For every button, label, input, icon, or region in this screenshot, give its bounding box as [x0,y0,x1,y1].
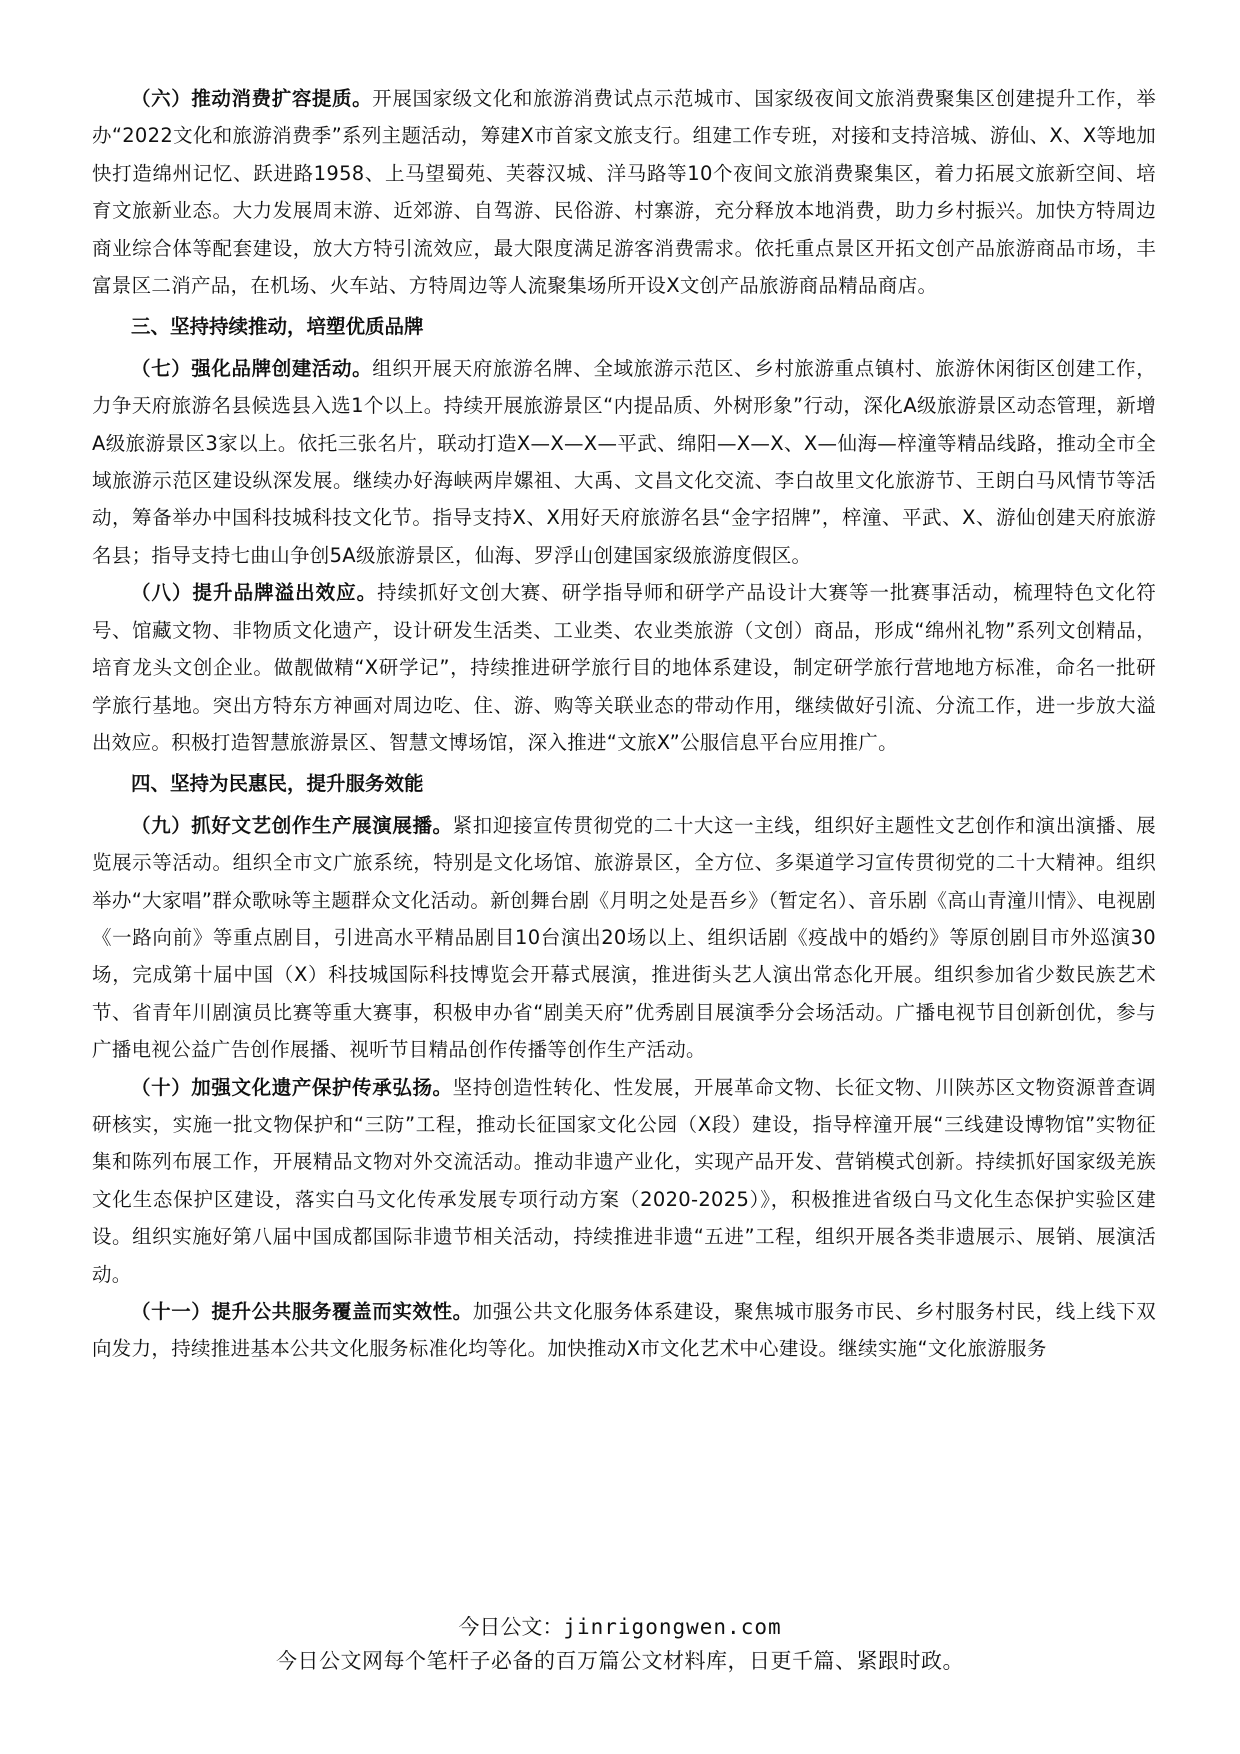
footer [0,1612,1240,1678]
paragraph-text: 开展国家级文化和旅游消费试点示范城市、国家级夜间文旅消费聚集区创建提升工作，举办“2022文化和旅游消费季”系列主题活动，筹建X市首家文旅支行。组建工作专班，对接和支持涪城、游仙、X、X等地加快打造绵州记忆、跃进路1958、上马望蜀苑、芙蓉汉城、洋马路等10个夜间文旅消费聚集区，着力拓展文旅新空间、培育文旅新业态。大力发展周末游、近郊游、自驾游、民俗游、村寨游，充分释放本地消费，助力乡村振兴。加快方特周边商业综合体等配套建设，放大方特引流效应，最大限度满足游客消费需求。依托重点景区开拓文创产品旅游商品市场，丰富景区二消产品，在机场、火车站、方特周边等人流聚集场所开设X文创产品旅游商品精品商店。 [92,87,1156,298]
footer-site-label: 今日公文： [458,1615,564,1639]
footer-site-url[interactable]: jinrigongwen.com [563,1615,782,1639]
paragraph-public-service [92,1293,1156,1368]
paragraph-title: （九）抓好文艺创作生产展演展播。 [131,813,453,837]
paragraph-text: 紧扣迎接宣传贯彻党的二十大这一主线，组织好主题性文艺创作和演出演播、展览展示等活动。组织全市文广旅系统，特别是文化场馆、旅游景区，全方位、多渠道学习宣传贯彻党的二十大精神。组织举办“大家唱”群众歌咏等主题群众文化活动。新创舞台剧《月明之处是吾乡》（暂定名）、音乐剧《高山青潼川情》、电视剧《一路向前》等重点剧目，引进高水平精品剧目10台演出20场以上、组织话剧《疫战中的婚约》等原创剧目市外巡演30场，完成第十届中国（X）科技城国际科技博览会开幕式展演，推进街头艺人演出常态化开展。组织参加省少数民族艺术节、省青年川剧演员比赛等重大赛事，积极申办省“剧美天府”优秀剧目展演季分会场活动。广播电视节目创新创优，参与广播电视公益广告创作展播、视听节目精品创作传播等创作生产活动。 [92,813,1156,1062]
section-heading-service: 四、坚持为民惠民，提升服务效能 [131,772,424,796]
paragraph-arts-creation [92,807,1156,1069]
paragraph-brand-effect [92,574,1156,761]
paragraph-heritage [92,1069,1156,1293]
paragraph-title: （十）加强文化遗产保护传承弘扬。 [131,1075,453,1099]
paragraph-text: 持续抓好文创大赛、研学指导师和研学产品设计大赛等一批赛事活动，梳理特色文化符号、馆藏文物、非物质文化遗产，设计研发生活类、工业类、农业类旅游（文创）商品，形成“绵州礼物”系列文创精品，培育龙头文创企业。做靓做精“X研学记”，持续推进研学旅行目的地体系建设，制定研学旅行营地地方标准，命名一批研学旅行基地。突出方特东方神画对周边吃、住、游、购等关联业态的带动作用，继续做好引流、分流工作，进一步放大溢出效应。积极打造智慧旅游景区、智慧文博场馆，深入推进“文旅X”公服信息平台应用推广。 [92,581,1156,754]
section-heading-brand: 三、坚持持续推动，培塑优质品牌 [131,315,424,339]
document-body [92,80,1156,1368]
paragraph-title: （七）强化品牌创建活动。 [131,356,373,380]
paragraph-title: （六）推动消费扩容提质。 [131,87,373,110]
footer-slogan: 今日公文网每个笔杆子必备的百万篇公文材料库，日更千篇、紧跟时政。 [276,1649,964,1673]
paragraph-title: （八）提升品牌溢出效应。 [131,581,378,605]
paragraph-text: 加强公共文化服务体系建设，聚焦城市服务市民、乡村服务村民，线上线下双向发力，持续推进基本公共文化服务标准化均等化。加快推动X市文化艺术中心建设。继续实施“文化旅游服务 [92,1300,1156,1361]
paragraph-text: 组织开展天府旅游名牌、全域旅游示范区、乡村旅游重点镇村、旅游休闲街区创建工作，力争天府旅游名县候选县入选1个以上。持续开展旅游景区“内提品质、外树形象”行动，深化A级旅游景区动态管理，新增A级旅游景区3家以上。依托三张名片，联动打造X—X—X—平武、绵阳—X—X、X—仙海—梓潼等精品线路，推动全市全域旅游示范区建设纵深发展。继续办好海峡两岸嫘祖、大禹、文昌文化交流、李白故里文化旅游节、王朗白马风情节等活动，筹备举办中国科技城科技文化节。指导支持X、X用好天府旅游名县“金字招牌”，梓潼、平武、X、游仙创建天府旅游名县；指导支持七曲山争创5A级旅游景区，仙海、罗浮山创建国家级旅游度假区。 [92,356,1156,567]
paragraph-title: （十一）提升公共服务覆盖而实效性。 [131,1300,473,1323]
footer-site [0,1612,1240,1642]
paragraph-text: 坚持创造性转化、性发展，开展革命文物、长征文物、川陕苏区文物资源普查调研核实，实施一批文物保护和“三防”工程，推动长征国家文化公园（X段）建设，指导梓潼开展“三线建设博物馆”实物征集和陈列布展工作，开展精品文物对外交流活动。推动非遗产业化，实现产品开发、营销模式创新。持续抓好国家级羌族文化生态保护区建设，落实白马文化传承发展专项行动方案（2020-2025）》，积极推进省级白马文化生态保护实验区建设。组织实施好第八届中国成都国际非遗节相关活动，持续推进非遗“五进”工程，组织开展各类非遗展示、展销、展演活动。 [92,1075,1156,1286]
paragraph-consumption [92,80,1156,304]
paragraph-brand-creation [92,350,1156,574]
